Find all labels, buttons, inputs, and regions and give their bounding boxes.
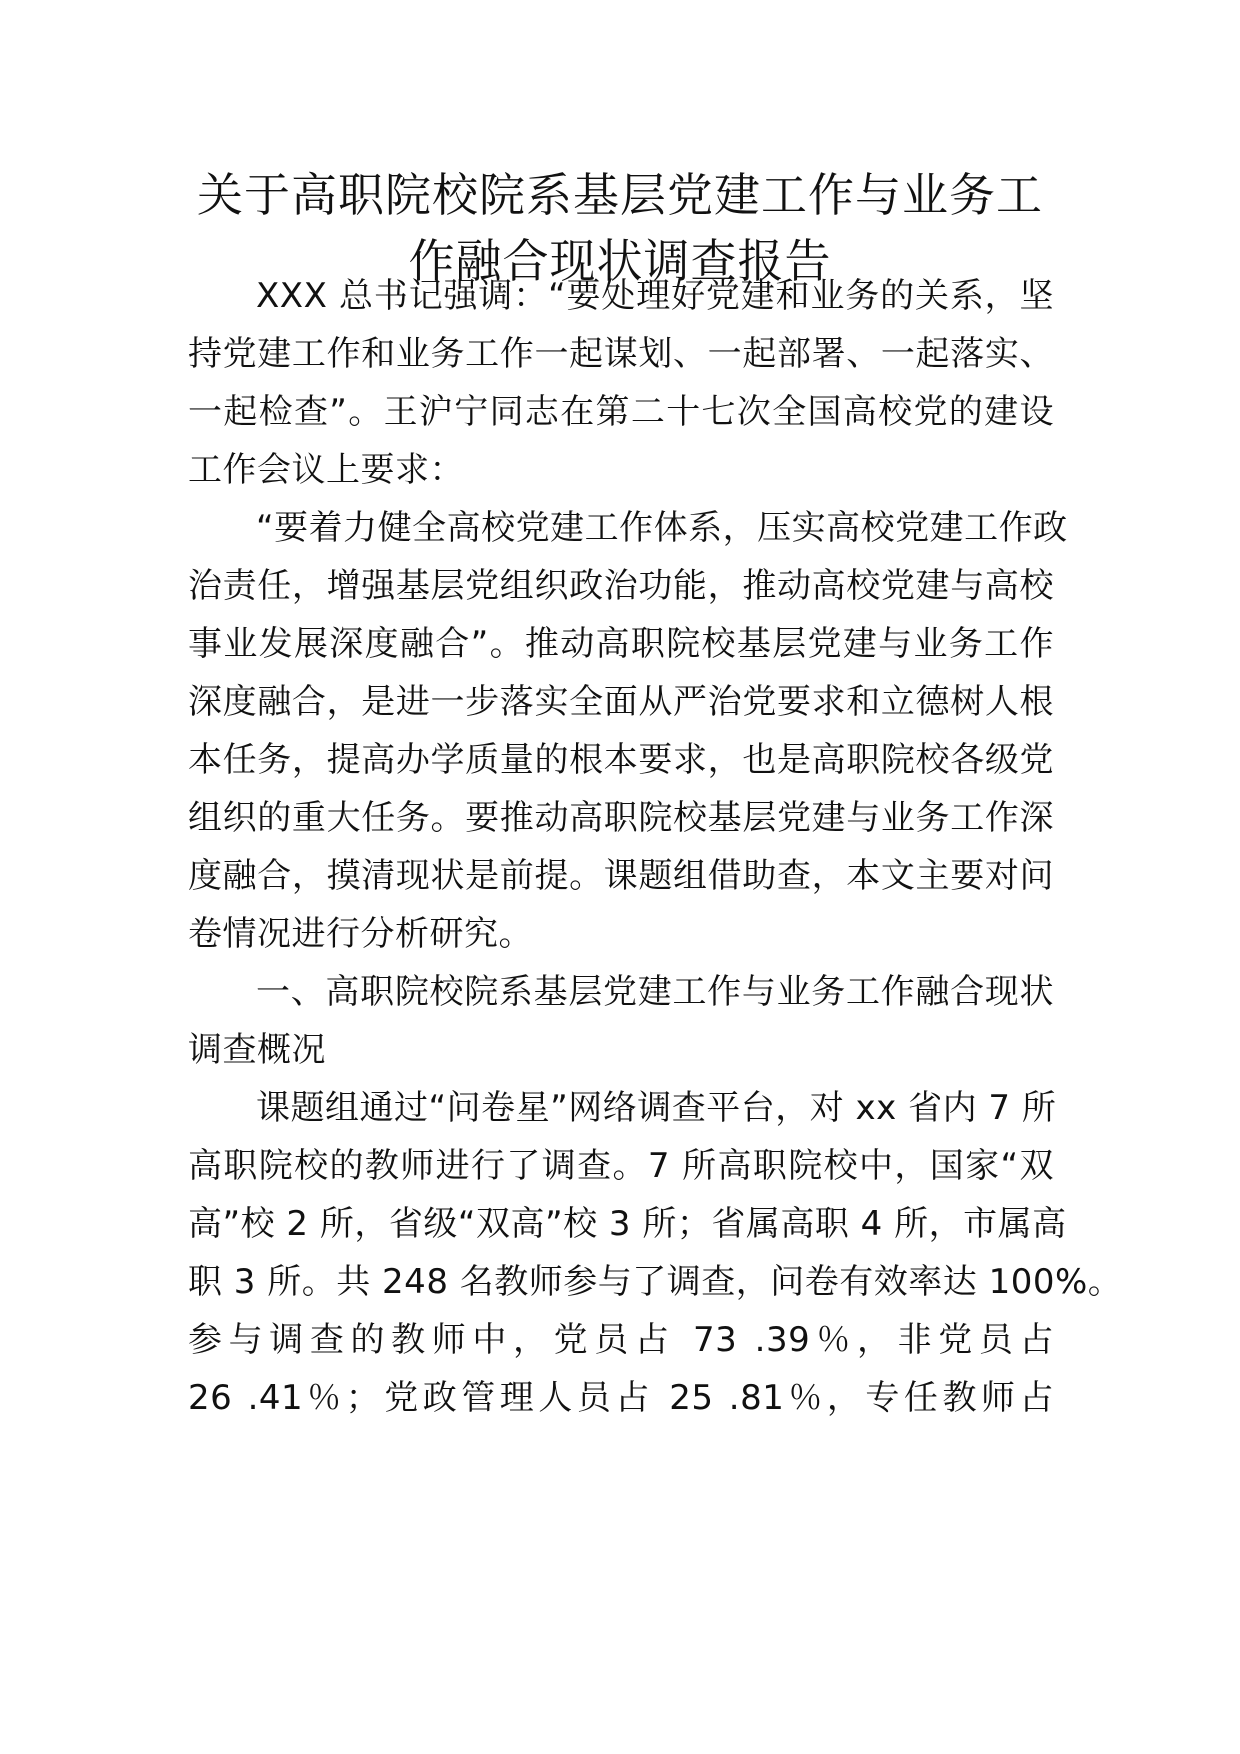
paragraph-line: 深度融合，是进一步落实全面从严治党要求和立德树人根 [188,682,1054,722]
paragraph-line: 职 3 所。共 248 名教师参与了调查，问卷有效率达 100%。 [188,1262,1123,1302]
paragraph-line: 持党建工作和业务工作一起谋划、一起部署、一起落实、 [188,334,1054,374]
paragraph-line: 卷情况进行分析研究。 [188,914,533,954]
paragraph-line: 高职院校的教师进行了调查。7 所高职院校中，国家“双 [188,1146,1054,1186]
paragraph-line: 度融合，摸清现状是前提。课题组借助查，本文主要对问 [188,856,1054,896]
paragraph-line: 本任务，提高办学质量的根本要求，也是高职院校各级党 [188,740,1054,780]
paragraph-line: 参与调查的教师中，党员占 73 .39％，非党员占 [188,1320,1054,1360]
document-title-line-2: 作融合现状调查报告 [408,234,832,288]
paragraph-line: 治责任，增强基层党组织政治功能，推动高校党建与高校 [188,566,1054,606]
paragraph-line: 工作会议上要求： [188,450,464,490]
paragraph-line: 课题组通过“问卷星”网络调查平台，对 xx 省内 7 所 [256,1088,1057,1128]
paragraph-line: 组织的重大任务。要推动高职院校基层党建与业务工作深 [188,798,1054,838]
document-title-line-1: 关于高职院校院系基层党建工作与业务工 [197,168,1043,222]
paragraph-line: XXX 总书记强调：“要处理好党建和业务的关系，坚 [256,276,1054,316]
paragraph-line: “要着力健全高校党建工作体系，压实高校党建工作政 [256,508,1068,548]
paragraph-line: 事业发展深度融合”。推动高职院校基层党建与业务工作 [188,624,1054,664]
paragraph-line: 高”校 2 所，省级“双高”校 3 所；省属高职 4 所，市属高 [188,1204,1067,1244]
section-heading-line-1: 一、高职院校院系基层党建工作与业务工作融合现状 [256,972,1054,1012]
paragraph-line: 一起检查”。王沪宁同志在第二十七次全国高校党的建设 [188,392,1054,432]
section-heading-line-2: 调查概况 [188,1030,326,1070]
paragraph-line: 26 .41％；党政管理人员占 25 .81％，专任教师占 [188,1378,1054,1418]
